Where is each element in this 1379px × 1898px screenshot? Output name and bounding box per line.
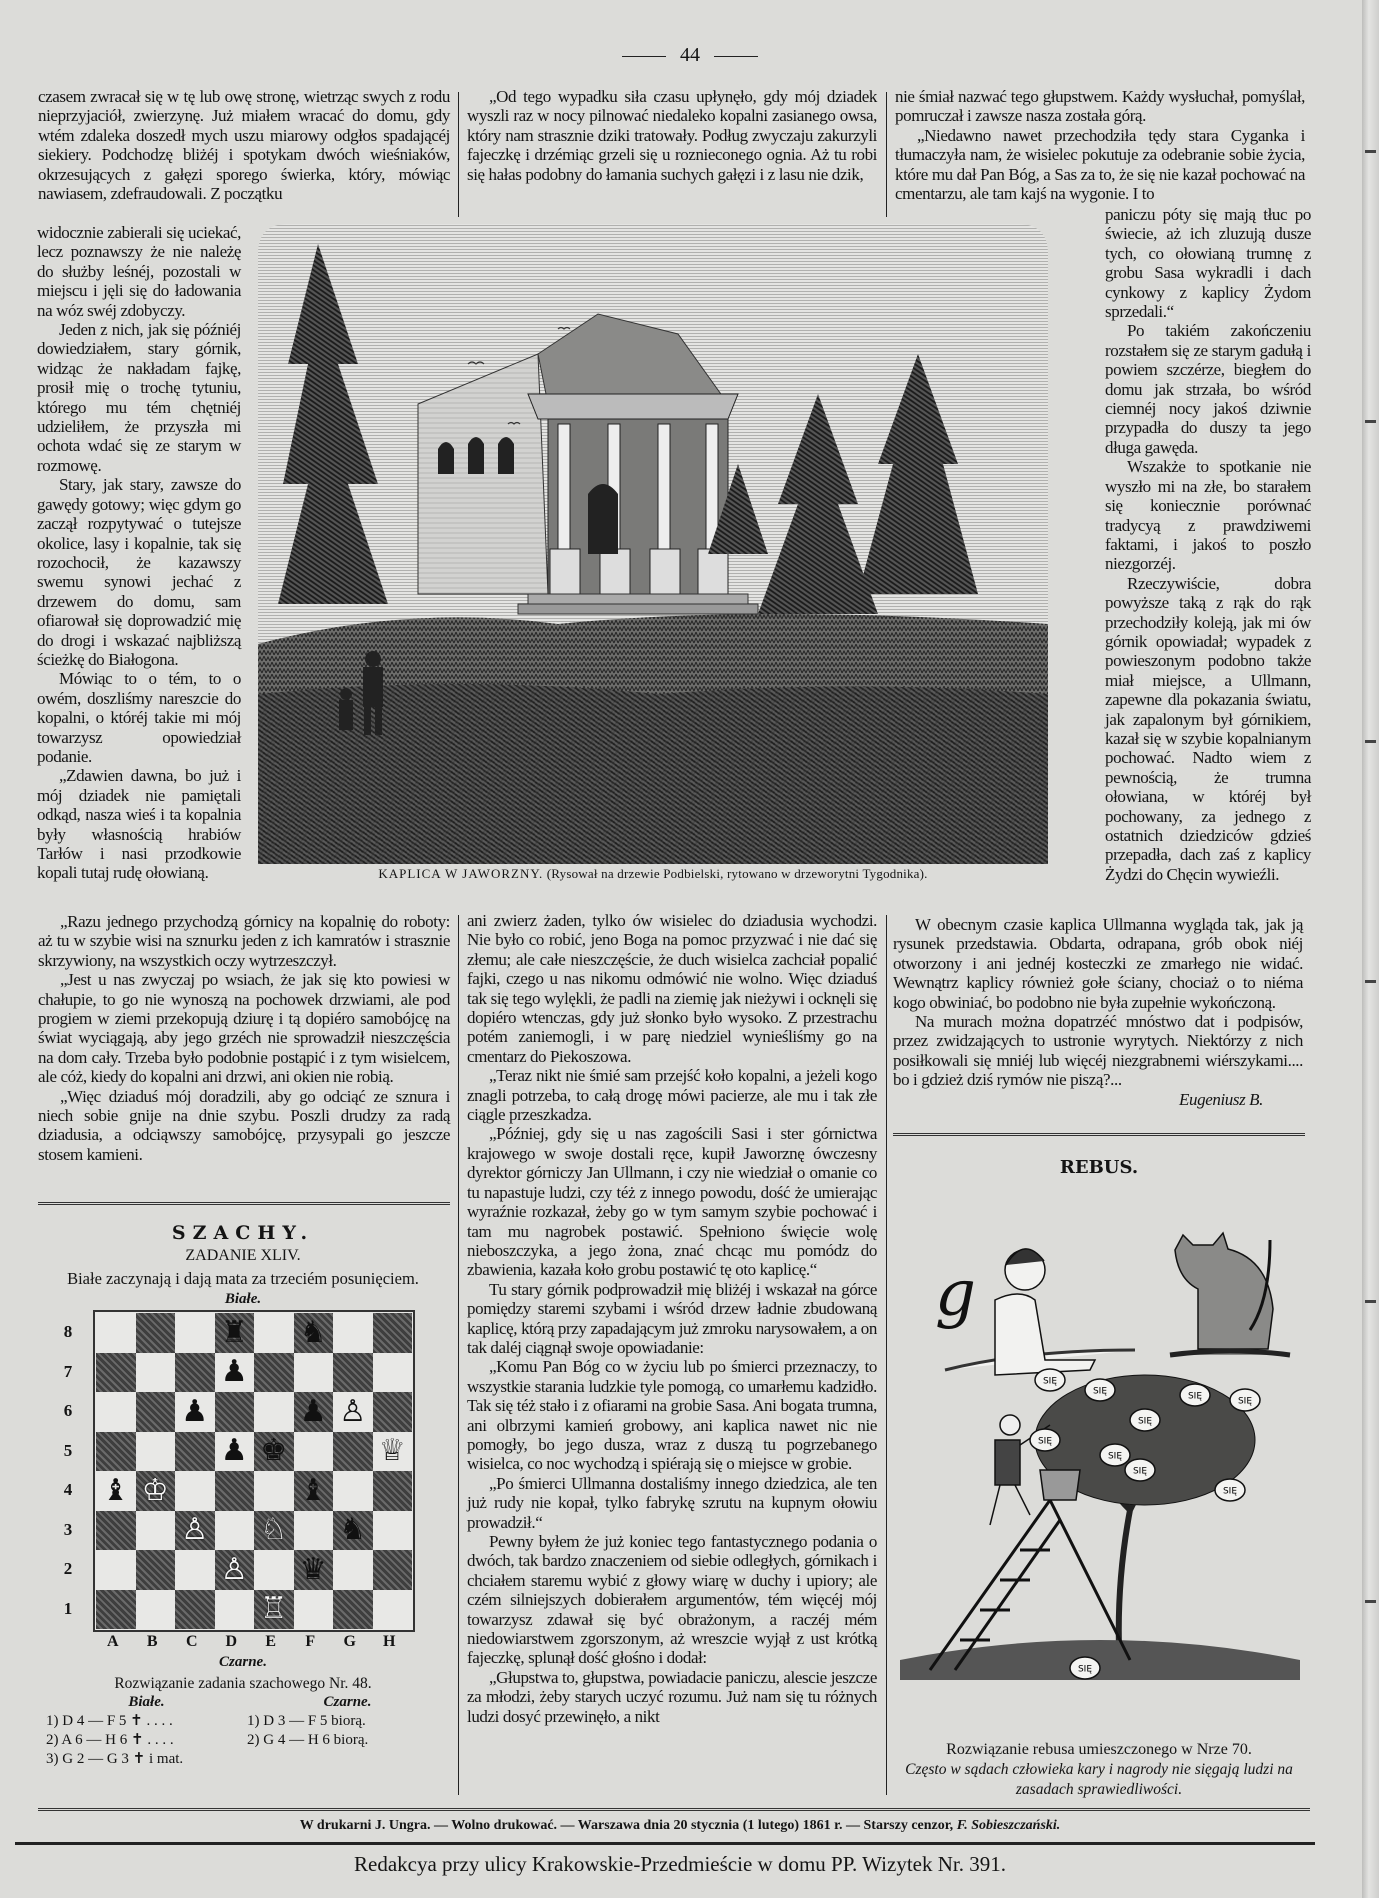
solution-move-white: 1) D 4 — F 5 ✝ . . . .	[46, 1713, 173, 1729]
square-f3	[294, 1511, 334, 1551]
square-h4	[373, 1471, 413, 1511]
cat-figure	[1170, 1233, 1290, 1355]
illustration-caption	[258, 866, 1048, 882]
square-c6	[175, 1392, 215, 1432]
rank-label: 3	[63, 1519, 73, 1539]
square-d4	[215, 1471, 255, 1511]
square-a2	[96, 1550, 136, 1590]
square-a4	[96, 1471, 136, 1511]
chess-piece: ♙	[181, 1512, 209, 1548]
rank-label: 2	[63, 1559, 73, 1578]
square-a1	[96, 1590, 136, 1630]
square-g5	[333, 1432, 373, 1472]
square-d5	[215, 1432, 255, 1472]
rebus-fruit-label: SIĘ	[1137, 1416, 1153, 1427]
square-d6	[215, 1392, 255, 1432]
imprint-line	[60, 1818, 1300, 1834]
paragraph: Pewny byłem że już koniec tego fantastycznego podania o dwóch, tak bardzo znaczeniem od siebie odległych, górnikach i chciałem staremu wybić z głowy wiarę w duchy i upiory; ale czém silniejszych dobierałem argumentów, tém więcéj mój towarzysz zdawał się być obrażonym, a raczéj mém niedowiarstwem zgorszonym, aż wreszcie wyjął z ust krótką fajeczkę, splunął dość głośno i dodał:	[467, 1532, 877, 1668]
paragraph: „Komu Pan Bóg co w życiu lub po śmierci przeznaczy, to wszystkie starania ludzkie tyle pomogą, co umarłemu kadzidło. Tak się téż stało i z ofiarami na grobie Sasa. Ani bogata trumna, ani olbrzymi kamień grobowy, ani kaplica nawet nic nie pomogły, bo jego dusza, wraz z duszą tu pogrzebanego wisielca, co noc wychodzą i spiérają się o miejsce w grobie.	[467, 1357, 877, 1474]
column-rule	[458, 92, 459, 217]
paragraph: Jeden z nich, jak się późniéj dowiedziałem, stary górnik, widząc że nakładam fajkę, prosił mię o trochę tytuniu, którego mu tém chętniéj udzieliłem, że przyszła mi ochota wdać się ze starym w rozmowę.	[37, 320, 241, 475]
square-b4	[136, 1471, 176, 1511]
square-h8	[373, 1313, 413, 1353]
square-b6	[136, 1392, 176, 1432]
square-h7	[373, 1353, 413, 1393]
square-d1	[215, 1590, 255, 1630]
rebus-solution-title: Rozwiązanie rebusa umieszczonego w Nrze 70.	[946, 1741, 1252, 1758]
rebus-fruit	[1100, 1444, 1130, 1466]
paragraph: nie śmiał nazwać tego głupstwem. Każdy wysłuchał, pomyślał, pomruczał i zawsze nasza została górą.	[895, 87, 1305, 126]
chess-piece: ♟	[220, 1354, 248, 1390]
censor-name: F. Sobieszczański.	[956, 1818, 1061, 1833]
chess-solution	[38, 1693, 448, 1769]
rank-label: 7	[63, 1361, 73, 1381]
rank-label: 8	[63, 1322, 73, 1341]
rank-label: 4	[63, 1480, 73, 1499]
square-e5	[254, 1432, 294, 1472]
article-text-right-narrow	[1105, 205, 1311, 884]
paragraph: widocznie zabierali się uciekać, lecz poznawszy że nie należę do służby leśnéj, pozostali w miejscu i jęli się do ładowania na wóz swéj zdobyczy.	[37, 223, 241, 320]
square-a8	[96, 1313, 136, 1353]
rank-label: 6	[63, 1401, 73, 1420]
paragraph: „Później, gdy się u nas zagościli Sasi i ster górnictwa krajowego w swoje dostali ręce, kupił Jaworznę ówczesny dyrektor górniczy Jan Ullmann, i czy nie wiedział o omanie co tu napastuje ludzi, czy téż z innego powodu, dość że umierając wyraźnie rozkazał, żeby go w tym samym szybie pochować i tam mu nagrobek postawić. Spełniono święcie wolę nieboszczyka, a jego żona, znać chcąc mu pomódz do zbawienia, kazała koło grobu postawić tę oto kaplicę.“	[467, 1124, 877, 1280]
square-c1	[175, 1590, 215, 1630]
square-g7	[333, 1353, 373, 1393]
paragraph: „Niedawno nawet przechodziła tędy stara Cyganka i tłumaczyła nam, że wisielec pokutuje za odebranie sobie życia, które mu dał Pan Bóg, a Sas za to, że się nie kazał pochować na cmentarzu, ale tam kajś na wygonie. I to	[895, 125, 1305, 204]
paragraph: „Zdawien dawna, bo już i mój dziadek nie pamiętali odkąd, nasza wieś i ta kopalnia były własnością hrabiów Tarłów i nasi przodkowie kopali tutaj rudę ołowianą.	[37, 766, 241, 883]
paragraph: paniczu póty się mają tłuc po świecie, aż ich zluzują dusze tych, co ołowianą trumnę z grobu Sasa wykradli i dach cynkowy z kaplicy Żydom sprzedali.“	[1105, 205, 1311, 322]
square-d2	[215, 1550, 255, 1590]
chess-piece: ♔	[141, 1472, 169, 1508]
chess-piece: ♕	[378, 1433, 406, 1469]
footer-rule	[38, 1808, 1310, 1813]
chess-solution-title: Rozwiązanie zadania szachowego Nr. 48.	[114, 1675, 372, 1692]
square-f7	[294, 1353, 334, 1393]
rebus-fruit	[1130, 1409, 1160, 1431]
rebus-fruit	[1180, 1384, 1210, 1406]
square-e7	[254, 1353, 294, 1393]
square-a3	[96, 1511, 136, 1551]
paragraph: „Po śmierci Ullmanna dostaliśmy innego dziedzica, ale ten już rudy nie kopał, tylko fabrykę szrutu na kupnym ołowiu prowadził.“	[467, 1473, 877, 1532]
chess-title: SZACHY.	[171, 1222, 315, 1244]
rebus-fruit-label: SIĘ	[1077, 1664, 1093, 1675]
square-h3	[373, 1511, 413, 1551]
square-h5	[373, 1432, 413, 1472]
chess-board	[93, 1310, 415, 1632]
file-label: D	[225, 1633, 238, 1650]
rebus-fruit	[1030, 1429, 1060, 1451]
page-number	[590, 44, 790, 67]
paragraph: „Więc dziaduś mój doradzili, aby go odciąć ze sznura i niech sobie gnije na dnie szybu. Poszli drudzy za radą dziadusia, a odciąwszy samobójcę, przysypali go jeszcze stosem kamieni.	[38, 1086, 450, 1164]
column-rule	[886, 915, 887, 1795]
paragraph: Wszakże to spotkanie nie wyszło mi na złe, bo starałem się koniecznie porównać tradycyą z prawdziwemi faktami, i jakoś to poszło niezgorzéj.	[1105, 457, 1311, 574]
rank-label: 1	[63, 1598, 73, 1618]
rebus-fruit	[1125, 1459, 1155, 1481]
rebus-fruit-label: SIĘ	[1187, 1391, 1203, 1402]
divider	[622, 56, 666, 57]
rebus-fruit-label: SIĘ	[1237, 1396, 1253, 1407]
article-text-lower-right	[893, 915, 1303, 1109]
file-label: B	[146, 1633, 158, 1650]
square-c2	[175, 1550, 215, 1590]
chess-bottom-label: Czarne.	[219, 1654, 267, 1670]
square-b7	[136, 1353, 176, 1393]
rebus-solution-text: Często w sądach człowieka kary i nagrody nie sięgają ludzi na zasadach sprawiedliwości.	[905, 1761, 1293, 1798]
square-e6	[254, 1392, 294, 1432]
square-b1	[136, 1590, 176, 1630]
paragraph: Mówiąc to o tém, to o owém, doszliśmy nareszcie do kopalni, o któréj takie mi mój towarzysz opowiedział podanie.	[37, 669, 241, 766]
square-c5	[175, 1432, 215, 1472]
square-e2	[254, 1550, 294, 1590]
rebus-fruit	[1215, 1479, 1245, 1501]
rebus-picture	[900, 1190, 1300, 1680]
chess-section	[38, 1222, 448, 1769]
editorial-office-address: Redakcya przy ulicy Krakowskie-Przedmieście w domu PP. Wizytek Nr. 391.	[354, 1852, 1006, 1876]
rebus-solution	[893, 1740, 1305, 1800]
tree	[900, 1375, 1300, 1680]
paragraph: „Razu jednego przychodzą górnicy na kopalnię do roboty: aż tu w szybie wisi na sznurku jeden z ich kamratów i strasznie skrzywiony, na wszystkich oczy wytrzeszczył.	[38, 912, 450, 970]
square-e3	[254, 1511, 294, 1551]
solution-move-white: 2) A 6 — H 6 ✝ . . . .	[46, 1732, 174, 1748]
author-signature: Eugeniusz B.	[1179, 1089, 1263, 1109]
solution-header-black: Czarne.	[323, 1694, 372, 1710]
chess-piece: ♟	[220, 1433, 248, 1469]
paragraph: Tu stary górnik podprowadził mię bliżéj i wskazał na górce pomiędzy staremi szybami i wśród drzew ładnie zbudowaną kaplicę, którą przy zapadającym już zmroku narysowałem, a on tak daléj ciągnął swoje opowiadanie:	[467, 1279, 877, 1357]
solution-header-white: Białe.	[128, 1694, 165, 1710]
paragraph: Stary, jak stary, zawsze do gawędy gotowy; więc gdym go zaczął rozpytywać o tutejsze okolice, lasy i kopalnie, tak się rozochocił, że kazawszy swemu synowi jechać z drzewem do domu, sam ofiarował się doprowadzić mię do drogi i wskazać najbliższą ścieżkę do Białogona.	[37, 475, 241, 669]
square-f6	[294, 1392, 334, 1432]
footer-rule	[15, 1842, 1315, 1845]
column-rule	[458, 915, 459, 1795]
paragraph: W obecnym czasie kaplica Ullmanna wygląda tak, jak ją rysunek przedstawia. Obdarta, odrapana, grób obok niéj otworzony i ani jednéj kosteczki ze zmarłego nie widać. Wewnątrz kaplicy również gołe ściany, chociaż o to niéma kogo obwiniać, bo podobno nie była zupełnie wykończoną.	[893, 915, 1303, 1012]
section-divider	[893, 1133, 1305, 1138]
rebus-fruit-label: SIĘ	[1222, 1486, 1238, 1497]
article-text-top-middle	[467, 87, 877, 184]
square-b5	[136, 1432, 176, 1472]
square-b8	[136, 1313, 176, 1353]
rebus-title: REBUS.	[1059, 1157, 1139, 1178]
chess-piece: ♙	[339, 1393, 367, 1429]
paragraph: „Głupstwa to, głupstwa, powiadacie paniczu, alescie jeszcze za młodzi, żeby starych uczyć rozumu. Już nam się tu różnych ludzi dosyć przewinęło, a nikt	[467, 1667, 877, 1726]
paragraph: Na murach można dopatrzéć mnóstwo dat i podpisów, przez zwidzających to ustronie wyrytych. Niektórzy z nich posiłkowali się mniéj lub więcéj niezgrabnemi wiérszykami.... bo i gdzież dziś rymów nie piszą?...	[893, 1012, 1303, 1090]
caption-credit: (Rysował na drzewie Podbielski, rytowano w drzeworytni Tygodnika).	[546, 866, 928, 881]
rebus-fruit-label: SIĘ	[1107, 1451, 1123, 1462]
chess-piece: ♝	[299, 1472, 327, 1508]
chapel-engraving	[258, 224, 1048, 864]
rebus-fruit	[1085, 1379, 1115, 1401]
square-h2	[373, 1550, 413, 1590]
chess-piece: ♟	[299, 1393, 327, 1429]
section-divider	[38, 1202, 450, 1207]
caption-title: KAPLICA W JAWORZNY.	[378, 866, 544, 881]
square-f4	[294, 1471, 334, 1511]
file-label: E	[265, 1633, 277, 1650]
paragraph: „Teraz nikt nie śmié sam przejść koło kopalni, a jeżeli kogo znagli potrzeba, to całą drogę mówi pacierze, ale mu i tak złe ciągle przeszkadza.	[467, 1066, 877, 1125]
chess-piece: ♙	[220, 1551, 248, 1587]
chess-piece: ♞	[339, 1512, 367, 1548]
article-text-lower-middle	[467, 911, 877, 1726]
square-e4	[254, 1471, 294, 1511]
chess-instruction: Białe zaczynają i dają mata za trzeciém posunięciem.	[67, 1269, 419, 1288]
square-h6	[373, 1392, 413, 1432]
rebus-fruit-label: SIĘ	[1037, 1436, 1053, 1447]
square-a5	[96, 1432, 136, 1472]
rebus-fruit	[1070, 1657, 1100, 1679]
paragraph: czasem zwracał się w tę lub owę stronę, wietrząc swych z rodu nieprzyjaciół, zwierzynę. Już miałem wracać do domu, gdy wtém zdaleka doszedł mych uszu miarowy odgłos spadającéj siekiery. Podchodzę bliżéj i spotykam dwóch wieśniaków, okrzesujących z gałęzi sporego świerka, który, mówiąc nawiasem, zdefraudowali. Z początku	[38, 87, 450, 204]
file-label: A	[106, 1633, 119, 1650]
paragraph: Po takiém zakończeniu rozstałem się ze starym gadułą i powiem szczérze, biegłem do domu jak strzała, bo wśród ciemnéj nocy jakoś dziwnie przypadła do duszy ta jego długa gawęda.	[1105, 321, 1311, 457]
square-c8	[175, 1313, 215, 1353]
chess-piece: ♝	[102, 1472, 130, 1508]
article-text-lower-left	[38, 912, 450, 1164]
square-a7	[96, 1353, 136, 1393]
square-g1	[333, 1590, 373, 1630]
column-rule	[886, 92, 887, 217]
rebus-fruit-label: SIĘ	[1092, 1386, 1108, 1397]
square-d8	[215, 1313, 255, 1353]
square-e1	[254, 1590, 294, 1630]
divider	[714, 56, 758, 57]
square-f8	[294, 1313, 334, 1353]
square-f1	[294, 1590, 334, 1630]
chess-piece: ♟	[181, 1393, 209, 1429]
file-label: F	[305, 1633, 316, 1650]
paragraph: „Od tego wypadku siła czasu upłynęło, gdy mój dziadek wyszli raz w nocy pilnować niedaleko kopalni zasianego owsa, który nam strasznie dziki tratowały. Podług zwyczaju zakurzyli fajeczkę i drzémiąc grzeli się u roznieconego ognia. Aż tu robi się hałas podobny do łamania suchych gałęzi i z lasu nie dzik,	[467, 87, 877, 184]
rank-label: 5	[63, 1440, 73, 1460]
rebus-fruit	[1230, 1389, 1260, 1411]
solution-move-black: 2) G 4 — H 6 biorą.	[247, 1732, 369, 1748]
file-label: C	[185, 1633, 198, 1650]
square-a6	[96, 1392, 136, 1432]
solution-move-black	[247, 1750, 448, 1769]
square-d3	[215, 1511, 255, 1551]
file-label: G	[343, 1633, 356, 1650]
solution-move-white: 3) G 2 — G 3 ✝ i mat.	[46, 1751, 184, 1767]
square-f2	[294, 1550, 334, 1590]
chess-diagram	[58, 1310, 443, 1652]
solution-move-black: 1) D 3 — F 5 biorą.	[247, 1713, 366, 1729]
imprint-text: W drukarni J. Ungra. — Wolno drukować. — Warszawa dnia 20 stycznia (1 lutego) 1861 r. — Starszy cenzor,	[299, 1818, 954, 1833]
file-labels	[93, 1632, 413, 1652]
square-c4	[175, 1471, 215, 1511]
chess-piece: ♞	[299, 1314, 327, 1350]
rebus-fruit	[1035, 1369, 1065, 1391]
paragraph: ani zwierz żaden, tylko ów wisielec do dziadusia wychodzi. Nie było co robić, jeno Boga na pomoc przyzwać i nie dać się złemu; ale całe nieszczęście, że duch wisielca zachciał popalić fajki, czego u nas nikomu odmówić nie wolno. Więc dziaduś tak się tego wylękli, że padli na ziemię jak nieżywi i ocknęli się dopiéro wtenczas, gdy już słonko było wysoko. Z przestrachu potém zaniemogli, i w parę niedziel wynieśliśmy go na cmentarz do Piekoszowa.	[467, 911, 877, 1066]
square-g2	[333, 1550, 373, 1590]
square-g8	[333, 1313, 373, 1353]
rebus-letter: g	[935, 1257, 976, 1331]
rebus-fruit-label: SIĘ	[1132, 1466, 1148, 1477]
square-g6	[333, 1392, 373, 1432]
chess-piece: ♜	[220, 1314, 248, 1350]
paragraph: „Jest u nas zwyczaj po wsiach, że jak się kto powiesi w chałupie, to go nie wynoszą na pochowek drzwiami, ale pod progiem w ziemi przekopują dziurę i tą dopiéro samobójcę na świat wyciągają, aby jego grzéch nie sprowadził nieszczęścia na dom cały. Trzeba było podobnie postąpić i z tym wisielcem, ale cóż, kiedy do kopalni ani drzwi, ani okien nie robią.	[38, 970, 450, 1087]
chess-piece: ♚	[260, 1433, 288, 1469]
file-label: H	[383, 1633, 396, 1650]
article-text-left-narrow	[37, 223, 241, 883]
square-f5	[294, 1432, 334, 1472]
square-b2	[136, 1550, 176, 1590]
square-e8	[254, 1313, 294, 1353]
rebus-fruit-label: SIĘ	[1042, 1376, 1058, 1387]
square-g3	[333, 1511, 373, 1551]
paragraph: Rzeczywiście, dobra powyższe taką z rąk do rąk przechodziły koleją, jak mi ów górnik opowiadał; wypadek z powieszonym podobno także miał miejsce, a Ullmann, zapewne dla pokazania światu, jak zapalonym był górnikiem, kazał się w szybie kopalnianym pochować. Nadto wiem z pewnością, że trumna ołowiana, w któréj był pochowany, za jednego z ostatnich dziedziców gdzieś przepadła, dach zaś z kaplicy Żydzi do Chęcin wywieźli.	[1105, 573, 1311, 884]
rank-labels	[58, 1312, 78, 1628]
article-text-top-left	[38, 87, 450, 203]
square-d7	[215, 1353, 255, 1393]
chess-top-label: Białe.	[224, 1291, 262, 1307]
square-h1	[373, 1590, 413, 1630]
chess-piece: ♛	[299, 1551, 327, 1587]
chess-problem-number: ZADANIE XLIV.	[185, 1247, 301, 1264]
square-b3	[136, 1511, 176, 1551]
adjacent-page-edge	[1362, 0, 1379, 1898]
square-g4	[333, 1471, 373, 1511]
chess-piece: ♘	[260, 1512, 288, 1548]
article-text-top-right	[895, 87, 1305, 203]
square-c3	[175, 1511, 215, 1551]
page-number-text: 44	[680, 44, 700, 66]
square-c7	[175, 1353, 215, 1393]
chess-piece: ♖	[260, 1591, 288, 1627]
